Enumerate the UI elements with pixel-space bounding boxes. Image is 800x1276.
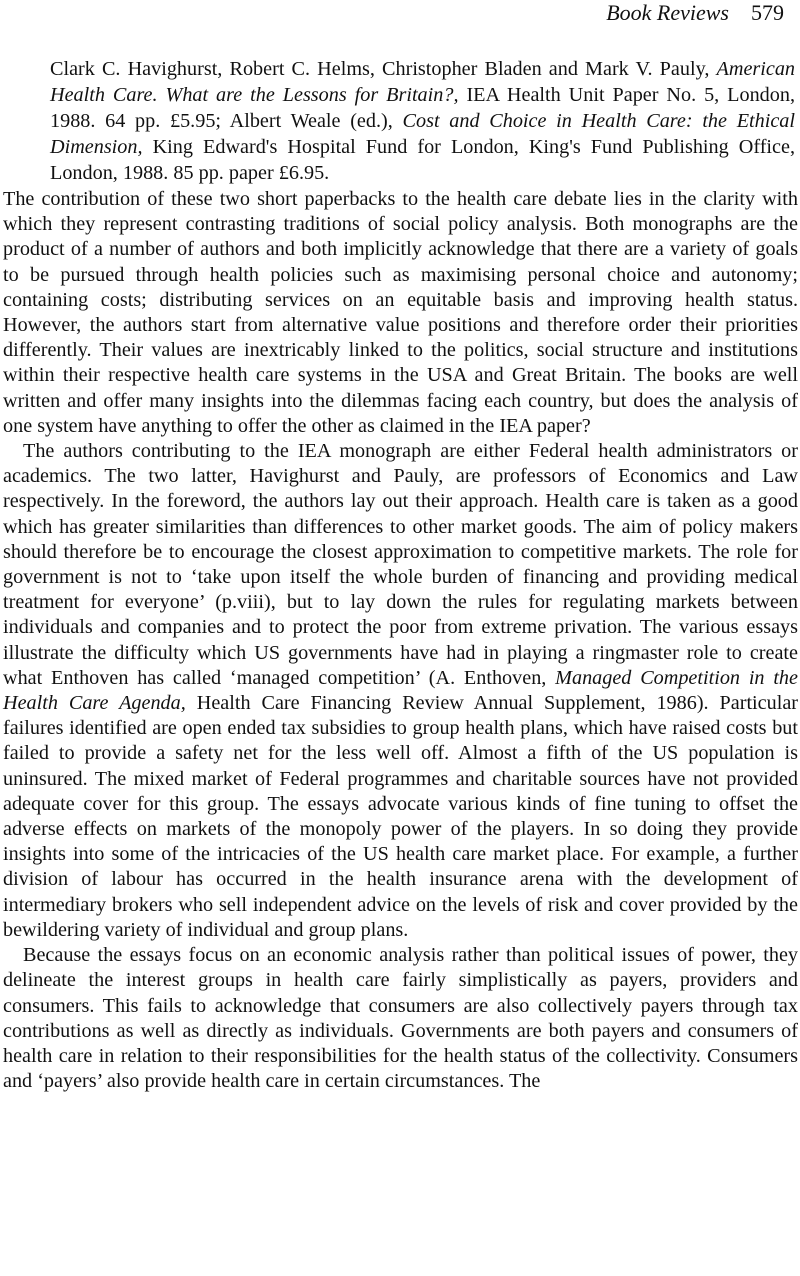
review-body — [3, 187, 798, 1094]
running-head — [606, 0, 784, 26]
paragraph-2-text-b: Health Care Financing Review Annual Supplement, 1986). Particular failures identified are open ended tax subsidies to group health plans, which have raised costs but failed to provide a safety net for the less well off. Almost a fifth of the US population is uninsured. The mixed market of Federal programmes and charitable sources have not provided adequate cover for this group. The essays advocate various kinds of fine tuning to offset the adverse effects on markets of the monopoly power of the players. In so doing they provide insights into some of the intricacies of the US health care market place. For example, a further division of labour has occurred in the health insurance arena with the development of intermediary brokers who sell independent advice on the levels of risk and cover provided by the bewildering variety of individual and group plans. — [3, 692, 799, 941]
citation-details-2: King Edward's Hospital Fund for London, King's Fund Publishing Office, London, 1988. 85 pp. paper £6.95. — [50, 136, 796, 184]
paragraph-2 — [3, 439, 798, 943]
book-citation — [50, 56, 795, 186]
paragraph-1: The contribution of these two short paperbacks to the health care debate lies in the clarity with which they represent contrasting traditions of social policy analysis. Both monographs are the product of a number of authors and both implicitly acknowledge that there are a variety of goals to be pursued through health policies such as maximising personal choice and autonomy; containing costs; distributing services on an equitable basis and improving health status. However, the authors start from alternative value positions and therefore order their priorities differently. Their values are inextricably linked to the politics, social structure and institutions within their respective health care systems in the USA and Great Britain. The books are well written and offer many insights into the dilemmas facing each country, but does the analysis of one system have anything to offer the other as claimed in the IEA paper? — [3, 188, 798, 437]
paragraph-3: Because the essays focus on an economic analysis rather than political issues of power, they delineate the interest groups in health care fairly simplistically as payers, providers and consumers. This fails to acknowledge that consumers are also collectively payers through tax contributions as well as directly as individuals. Governments are both payers and consumers of health care in relation to their responsibilities for the health status of the collectivity. Consumers and ‘payers’ also provide health care in certain circumstances. The — [3, 944, 798, 1093]
citation-details-1: IEA Health Unit Paper No. 5, London, 1988. 64 pp. £5.95; — [50, 84, 796, 132]
citation-editor: Albert Weale (ed.), — [229, 110, 393, 132]
citation-title-2: Cost and Choice in Health Care: the Ethical Dimension, — [50, 110, 796, 158]
citation-authors: Clark C. Havighurst, Robert C. Helms, Christopher Bladen and Mark V. Pauly, — [50, 58, 710, 80]
paragraph-2-italic-title: Managed Competition in the Health Care Agenda, — [3, 666, 798, 715]
paragraph-2-text-a: The authors contributing to the IEA monograph are either Federal health administrators or academics. The two latter, Havighurst and Pauly, are professors of Economics and Law respectively. In the foreword, the authors lay out their approach. Health care is taken as a good which has greater similarities than differences to other market goods. The aim of policy makers should therefore be to encourage the closest approximation to competitive markets. The role for government is not to ‘take upon itself the whole burden of financing and providing medical treatment for everyone’ (p.viii), but to lay down the rules for regulating markets between individuals and companies and to protect the poor from extreme privation. The various essays illustrate the difficulty which US governments have had in playing a ringmaster role to create what Enthoven has called ‘managed competition’ (A. Enthoven, — [3, 440, 798, 689]
section-title: Book Reviews — [606, 0, 729, 25]
page-number: 579 — [751, 0, 784, 25]
citation-title-1: American Health Care. What are the Lessons for Britain?, — [50, 58, 796, 106]
